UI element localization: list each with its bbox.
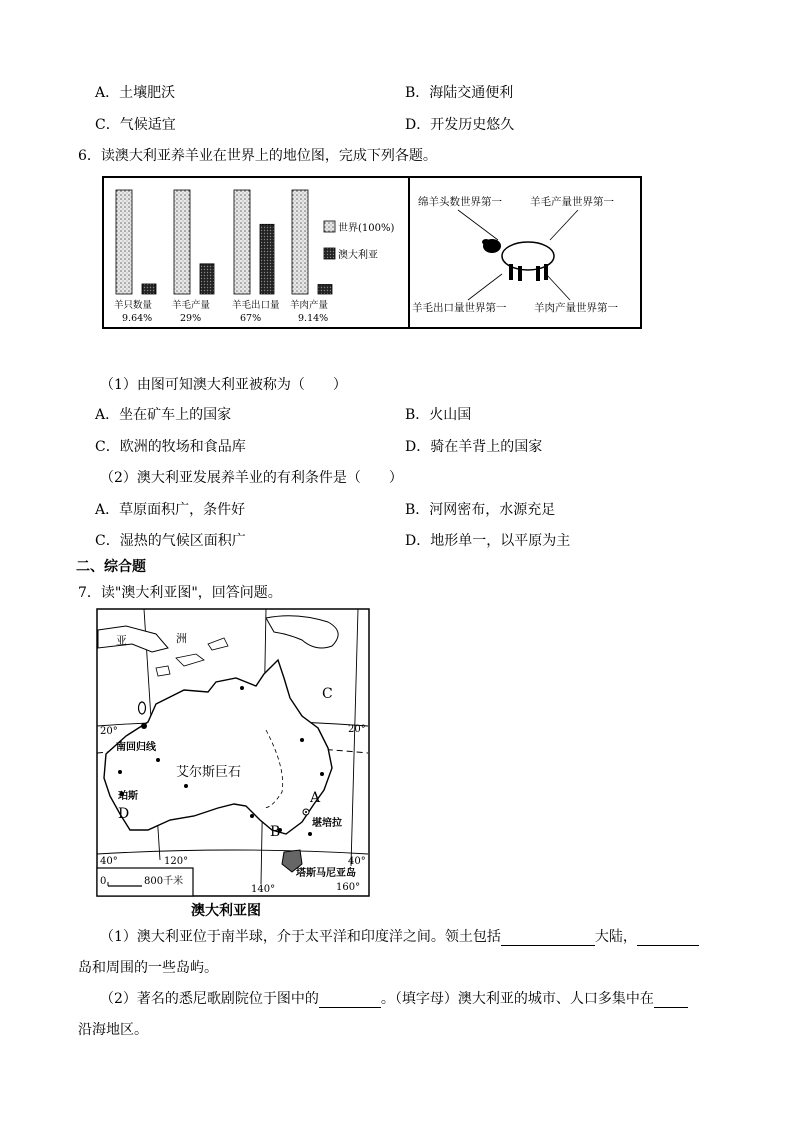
q7-sub2-text-a: （2）著名的悉尼歌剧院位于图中的 xyxy=(100,991,319,1007)
q6-sub1-option-d: D．骑在羊背上的国家 xyxy=(405,439,543,455)
australia-map xyxy=(96,608,370,898)
category-label: 羊只数量 xyxy=(114,300,153,311)
category-percent-label: 9.64% xyxy=(122,313,153,324)
bar-world-1 xyxy=(116,190,132,294)
city-dot xyxy=(250,814,254,818)
map-label-b: B xyxy=(270,824,281,840)
city-dot xyxy=(156,758,160,762)
bar-australia-3 xyxy=(260,224,274,294)
label-perth: 珀斯 xyxy=(118,791,138,802)
bar-australia-2 xyxy=(200,264,214,294)
q7-sub1-text-b: 大陆， xyxy=(594,929,637,945)
wool-bar-chart xyxy=(104,178,410,327)
label-lon120: 120° xyxy=(164,856,189,867)
map-label-a: A xyxy=(310,790,321,806)
legend-australia-swatch xyxy=(324,248,335,259)
category-label: 羊肉产量 xyxy=(290,300,329,311)
answer-blank-letter[interactable] xyxy=(319,993,381,1008)
q6-sub2-option-d: D．地形单一，以平原为主 xyxy=(405,533,571,549)
category-percent-label: 67% xyxy=(240,313,262,324)
bar-australia-4 xyxy=(318,284,332,294)
bar-australia-1 xyxy=(142,284,156,294)
legend-world-swatch xyxy=(324,221,335,232)
sheep-label-bottom-left: 羊毛出口量世界第一 xyxy=(412,302,507,314)
q6-sub1-option-b: B．火山国 xyxy=(405,407,472,423)
bar-world-3 xyxy=(234,190,250,294)
city-dot xyxy=(320,772,324,776)
q7-sub1-line2: 岛和周围的一些岛屿。 xyxy=(78,960,218,976)
q5-option-d: D．开发历史悠久 xyxy=(405,117,515,133)
scale-zero: 0 xyxy=(100,876,107,887)
q6-sub2-stem: （2）澳大利亚发展养羊业的有利条件是（ ） xyxy=(100,470,403,486)
city-dot xyxy=(240,686,244,690)
label-tasmania: 塔斯马尼亚岛 xyxy=(296,868,356,879)
q6-sub1-option-a: A．坐在矿车上的国家 xyxy=(95,407,232,423)
city-dot xyxy=(300,738,304,742)
legend-world-label: 世界(100%) xyxy=(338,223,395,234)
label-tropic: 南回归线 xyxy=(116,742,156,753)
map-caption: 澳大利亚图 xyxy=(191,903,261,919)
category-percent-label: 9.14% xyxy=(298,313,329,324)
q6-sub1-option-c: C．欧洲的牧场和食品库 xyxy=(95,439,246,455)
sheep-panel xyxy=(410,178,640,327)
label-asia: 亚 xyxy=(116,634,127,647)
label-lat40-right: 40° xyxy=(348,856,366,867)
label-ayers-rock: 艾尔斯巨石 xyxy=(176,765,242,780)
q7-sub2-line1 xyxy=(100,988,688,1008)
q6-sub1-stem: （1）由图可知澳大利亚被称为（ ） xyxy=(100,377,347,393)
q7-sub2-line2: 沿海地区。 xyxy=(78,1022,148,1038)
sheep-label-bottom-right: 羊肉产量世界第一 xyxy=(534,302,618,314)
q6-sub2-option-b: B．河网密布，水源充足 xyxy=(405,502,556,518)
bar-world-4 xyxy=(292,190,308,294)
sheep-icon xyxy=(482,239,554,281)
map-label-c: C xyxy=(322,686,333,702)
label-zhou: 洲 xyxy=(176,632,187,645)
category-label: 羊毛出口量 xyxy=(232,300,280,311)
category-label: 羊毛产量 xyxy=(172,300,211,311)
answer-blank-coast[interactable] xyxy=(654,993,688,1008)
label-lon160: 160° xyxy=(336,882,361,893)
q6-sub2-option-a: A．草原面积广，条件好 xyxy=(95,502,246,518)
city-dot xyxy=(308,832,312,836)
q5-option-b: B．海陆交通便利 xyxy=(405,85,514,101)
q6-figure xyxy=(102,176,642,329)
location-marker-icon xyxy=(139,702,146,714)
island-shape xyxy=(156,666,170,676)
section-heading: 二、综合题 xyxy=(76,559,146,575)
q5-option-c: C．气候适宜 xyxy=(95,117,176,133)
label-canberra: 堪培拉 xyxy=(312,818,342,829)
answer-blank-continent[interactable] xyxy=(501,931,595,946)
label-lon140: 140° xyxy=(251,884,276,895)
q6-sub2-option-c: C．湿热的气候区面积广 xyxy=(95,533,246,549)
legend-australia-label: 澳大利亚 xyxy=(338,250,378,261)
bar-world-2 xyxy=(174,190,190,294)
q5-option-a: A．土壤肥沃 xyxy=(95,85,176,101)
category-percent-label: 29% xyxy=(180,313,202,324)
q7-sub2-text-b: 。（填字母）澳大利亚的城市、人口多集中在 xyxy=(380,991,654,1007)
q7-stem: 7．读"澳大利亚图"，回答问题。 xyxy=(78,585,282,601)
sheep-label-top-left: 绵羊头数世界第一 xyxy=(418,196,502,208)
label-lat40-left: 40° xyxy=(100,856,118,867)
map-label-d: D xyxy=(118,806,130,822)
city-dot xyxy=(118,770,122,774)
q7-sub1-line1 xyxy=(100,926,699,946)
q7-sub1-text-a: （1）澳大利亚位于南半球，介于太平洋和印度洋之间。领土包括 xyxy=(100,929,501,945)
q6-stem: 6．读澳大利亚养羊业在世界上的地位图，完成下列各题。 xyxy=(78,148,437,164)
city-dot xyxy=(184,784,188,788)
sheep-label-top-right: 羊毛产量世界第一 xyxy=(530,196,614,208)
label-lat20-left: 20° xyxy=(100,726,118,737)
answer-blank-island[interactable] xyxy=(637,931,699,946)
label-lat20-right: 20° xyxy=(348,724,366,735)
scale-distance: 800千米 xyxy=(144,876,184,887)
